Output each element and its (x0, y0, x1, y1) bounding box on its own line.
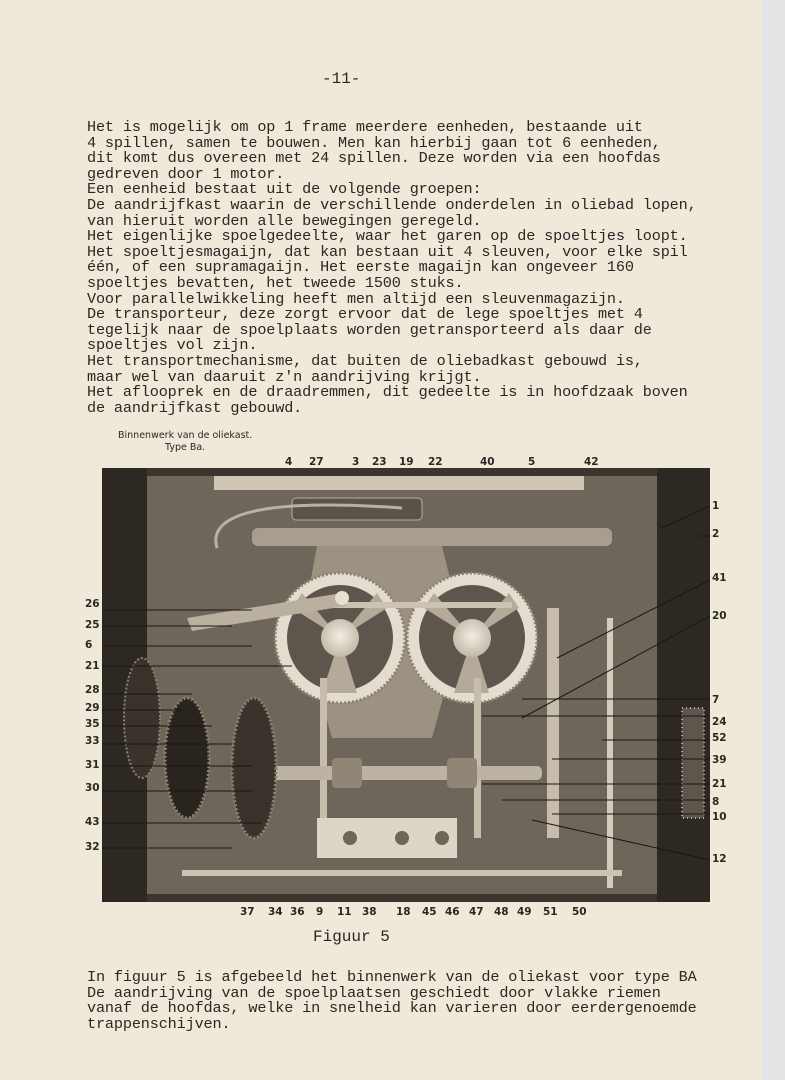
callout-label: 43 (85, 816, 100, 828)
text-line: trappenschijven. (87, 1014, 231, 1033)
callout-label: 34 (268, 906, 283, 918)
callout-label: 25 (85, 619, 100, 631)
callout-label: 47 (469, 906, 484, 918)
callout-label: 9 (316, 906, 324, 918)
callout-label: 23 (372, 456, 387, 468)
figure-label: Figuur 5 (313, 928, 390, 946)
callout-label: 49 (517, 906, 532, 918)
body-paragraph-2 (87, 970, 697, 1032)
text-line: tegelijk naar de spoelplaats worden getransporteerd als daar de (87, 320, 652, 339)
callout-label: 26 (85, 598, 100, 610)
callout-label: 29 (85, 702, 100, 714)
gearbox-illustration (102, 468, 710, 902)
text-line: Een eenheid bestaat uit de volgende groepen: (87, 180, 482, 199)
callout-label: 45 (422, 906, 437, 918)
callout-label: 21 (712, 778, 727, 790)
callout-label: 42 (584, 456, 599, 468)
text-line: één, of een supramagaijn. Het eerste magaijn kan ongeveer 160 (87, 258, 634, 277)
body-paragraph-1 (87, 120, 697, 416)
callout-label: 52 (712, 732, 727, 744)
text-line: van hieruit worden alle bewegingen geregeld. (87, 211, 482, 230)
text-line: Het transportmechanisme, dat buiten de oliebadkast gebouwd is, (87, 351, 643, 370)
callout-label: 39 (712, 754, 727, 766)
callout-label: 3 (352, 456, 360, 468)
callout-label: 24 (712, 716, 727, 728)
callout-label: 18 (396, 906, 411, 918)
text-line: vanaf de hoofdas, welke in snelheid kan varieren door eerdergenoemde (87, 999, 697, 1018)
figure-caption-top (118, 430, 252, 454)
callout-label: 37 (240, 906, 255, 918)
text-line: De aandrijfkast waarin de verschillende onderdelen in oliebad lopen, (87, 195, 697, 214)
text-line: spoeltjes bevatten, het tweede 1500 stuks. (87, 273, 464, 292)
text-line: gedreven door 1 motor. (87, 164, 285, 183)
callout-label: 12 (712, 853, 727, 865)
text-line: de aandrijfkast gebouwd. (87, 398, 303, 417)
callout-label: 51 (543, 906, 558, 918)
text-line: maar wel van daaruit z'n aandrijving krijgt. (87, 367, 482, 386)
figure-caption-line-2: Type Ba. (165, 442, 206, 453)
callout-label: 27 (309, 456, 324, 468)
callout-label: 46 (445, 906, 460, 918)
text-line: Voor parallelwikkeling heeft men altijd een sleuvenmagazijn. (87, 289, 625, 308)
callout-label: 10 (712, 811, 727, 823)
page-number: -11- (322, 70, 361, 88)
text-line: spoeltjes vol zijn. (87, 336, 258, 355)
text-line: De transporteur, deze zorgt ervoor dat de lege spoeltjes met 4 (87, 305, 643, 324)
callout-label: 32 (85, 841, 100, 853)
callout-label: 11 (337, 906, 352, 918)
callout-label: 19 (399, 456, 414, 468)
callout-label: 36 (290, 906, 305, 918)
callout-label: 5 (528, 456, 536, 468)
callout-label: 4 (285, 456, 293, 468)
callout-label: 31 (85, 759, 100, 771)
text-line: dit komt dus overeen met 24 spillen. Deze worden via een hoofdas (87, 149, 661, 168)
callout-label: 38 (362, 906, 377, 918)
callout-label: 1 (712, 500, 720, 512)
text-line: 4 spillen, samen te bouwen. Men kan hierbij gaan tot 6 eenheden, (87, 133, 661, 152)
callout-label: 33 (85, 735, 100, 747)
callout-label: 22 (428, 456, 443, 468)
text-line: De aandrijving van de spoelplaatsen geschiedt door vlakke riemen (87, 983, 661, 1002)
text-line: Het aflooprek en de draadremmen, dit gedeelte is in hoofdzaak boven (87, 383, 688, 402)
callout-label: 28 (85, 684, 100, 696)
machine-photo (102, 468, 710, 902)
figure-caption-line-1: Binnenwerk van de oliekast. (118, 430, 253, 441)
callout-label: 8 (712, 796, 720, 808)
callout-label: 21 (85, 660, 100, 672)
callout-label: 40 (480, 456, 495, 468)
callout-label: 7 (712, 694, 720, 706)
text-line: Het is mogelijk om op 1 frame meerdere eenheden, bestaande uit (87, 118, 643, 136)
callout-label: 35 (85, 718, 100, 730)
text-line: Het eigenlijke spoelgedeelte, waar het garen op de spoeltjes loopt. (87, 227, 688, 246)
callout-label: 48 (494, 906, 509, 918)
callout-label: 50 (572, 906, 587, 918)
callout-label: 41 (712, 572, 727, 584)
callout-label: 30 (85, 782, 100, 794)
callout-label: 20 (712, 610, 727, 622)
text-line: Het spoeltjesmagaijn, dat kan bestaan uit 4 sleuven, voor elke spil (87, 242, 688, 261)
callout-label: 2 (712, 528, 720, 540)
text-line: In figuur 5 is afgebeeld het binnenwerk van de oliekast voor type BA (87, 968, 697, 986)
callout-label: 6 (85, 639, 93, 651)
